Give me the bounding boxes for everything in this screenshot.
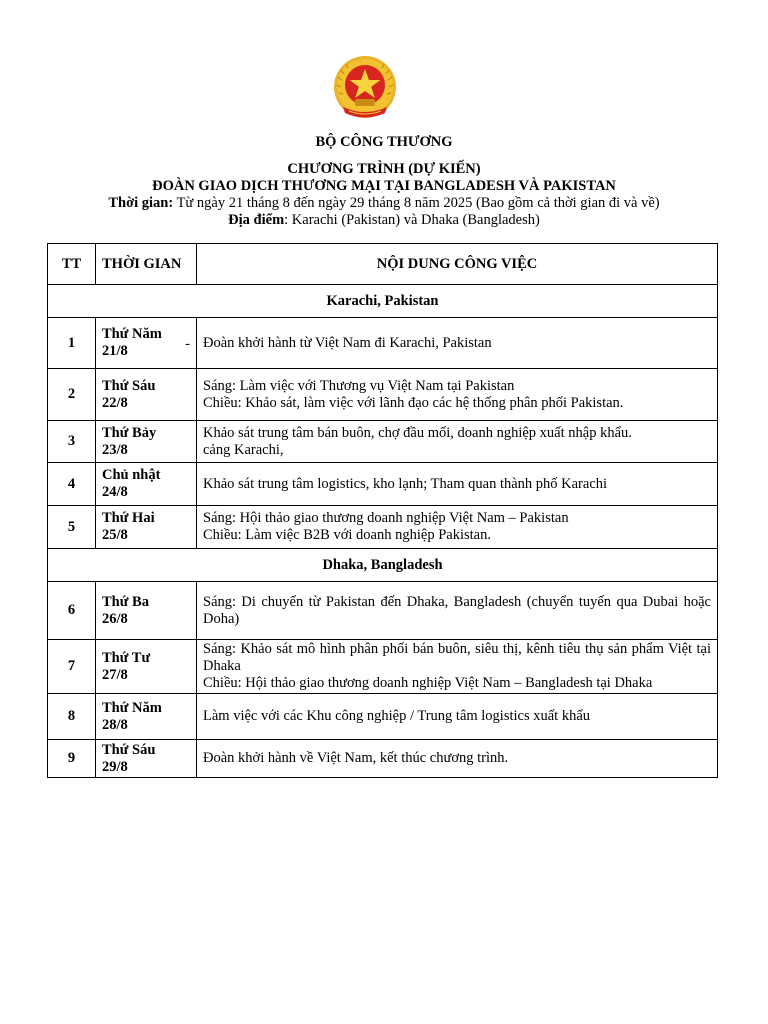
table-row — [48, 506, 718, 549]
row-date-cell — [96, 369, 197, 421]
table-row — [48, 369, 718, 421]
row-date-cell — [96, 640, 197, 694]
row-content — [197, 740, 718, 778]
row-content — [197, 463, 718, 506]
row-date: 24/8 — [102, 484, 128, 500]
row-content — [197, 369, 718, 421]
time-value: Từ ngày 21 tháng 8 đến ngày 29 tháng 8 năm 2025 (Bao gồm cả thời gian đi và về) — [173, 195, 660, 211]
content-line: Khảo sát trung tâm bán buôn, chợ đầu mối, doanh nghiệp xuất nhập khẩu. — [203, 424, 632, 441]
column-header-content: NỘI DUNG CÔNG VIỆC — [197, 244, 718, 285]
row-content — [197, 582, 718, 640]
section-title: Dhaka, Bangladesh — [48, 549, 718, 582]
row-date: 27/8 — [102, 666, 128, 683]
place-value: : Karachi (Pakistan) và Dhaka (Bangladesh) — [284, 212, 540, 228]
table-row — [48, 318, 718, 369]
row-number: 7 — [48, 640, 96, 694]
place-line — [0, 211, 768, 229]
row-number: 1 — [48, 318, 96, 369]
row-date-cell — [96, 740, 197, 778]
content-line: Sáng: Hội thảo giao thương doanh nghiệp Việt Nam – Pakistan — [203, 510, 569, 526]
content-line: cảng Karachi, — [203, 441, 284, 458]
row-date-cell — [96, 506, 197, 549]
row-weekday: Chủ nhật — [102, 467, 161, 483]
ministry-name: BỘ CÔNG THƯƠNG — [315, 134, 453, 150]
content-line: Sáng: Khảo sát mô hình phân phối bán buôn, siêu thị, kênh tiêu thụ sản phẩm Việt tại Dhaka — [203, 641, 711, 674]
row-date-cell — [96, 463, 197, 506]
row-number: 9 — [48, 740, 96, 778]
row-date-cell — [96, 318, 197, 369]
content-line: Khảo sát trung tâm logistics, kho lạnh; Tham quan thành phố Karachi — [203, 475, 608, 492]
row-date-cell — [96, 582, 197, 640]
row-date: 25/8 — [102, 527, 128, 543]
content-line: Đoàn khởi hành từ Việt Nam đi Karachi, Pakistan — [203, 334, 492, 351]
row-number: 8 — [48, 694, 96, 740]
content-line: Chiều: Khảo sát, làm việc với lãnh đạo các hệ thống phân phối Pakistan. — [203, 394, 624, 411]
row-weekday: Thứ Năm — [102, 326, 162, 342]
place-label: Địa điểm — [228, 212, 285, 228]
table-row — [48, 640, 718, 694]
table-row — [48, 421, 718, 463]
table-row — [48, 694, 718, 740]
time-line — [0, 194, 768, 212]
row-number: 3 — [48, 421, 96, 463]
row-weekday: Thứ Sáu — [102, 377, 156, 394]
row-dash: - — [185, 336, 190, 352]
row-number: 4 — [48, 463, 96, 506]
row-content — [197, 318, 718, 369]
row-content — [197, 694, 718, 740]
content-line: Sáng: Làm việc với Thương vụ Việt Nam tại Pakistan — [203, 377, 515, 394]
row-number: 2 — [48, 369, 96, 421]
section-row-karachi — [48, 285, 718, 318]
row-date: 28/8 — [102, 716, 128, 733]
row-date-cell — [96, 694, 197, 740]
row-date: 22/8 — [102, 394, 128, 411]
document-title: CHƯƠNG TRÌNH (DỰ KIẾN) — [287, 161, 481, 177]
table-header-row — [48, 244, 718, 285]
row-weekday: Thứ Năm — [102, 699, 162, 716]
document-subtitle: ĐOÀN GIAO DỊCH THƯƠNG MẠI TẠI BANGLADESH VÀ PAKISTAN — [152, 178, 616, 194]
row-date-cell — [96, 421, 197, 463]
row-content — [197, 506, 718, 549]
row-number: 6 — [48, 582, 96, 640]
row-weekday: Thứ Sáu — [102, 741, 156, 758]
column-header-time: THỜI GIAN — [96, 244, 197, 285]
row-content — [197, 640, 718, 694]
table-row — [48, 463, 718, 506]
row-weekday: Thứ Ba — [102, 593, 149, 610]
row-weekday: Thứ Hai — [102, 510, 155, 526]
row-content — [197, 421, 718, 463]
content-line: Làm việc với các Khu công nghiệp / Trung tâm logistics xuất khẩu — [203, 708, 591, 724]
row-date: 23/8 — [102, 441, 128, 458]
content-line: Sáng: Di chuyển từ Pakistan đến Dhaka, Bangladesh (chuyển tuyến qua Dubai hoặc Doha) — [203, 593, 711, 627]
row-date: 29/8 — [102, 758, 128, 775]
section-row-dhaka — [48, 549, 718, 582]
national-emblem — [331, 55, 399, 123]
table-row — [48, 740, 718, 778]
schedule-table — [47, 243, 718, 778]
time-label: Thời gian: — [108, 195, 174, 211]
row-date: 26/8 — [102, 610, 128, 627]
row-date: 21/8 — [102, 343, 128, 359]
content-line: Chiều: Làm việc B2B với doanh nghiệp Pakistan. — [203, 527, 491, 543]
section-title: Karachi, Pakistan — [48, 285, 718, 318]
content-line: Đoàn khởi hành về Việt Nam, kết thúc chương trình. — [203, 750, 509, 766]
content-line: Chiều: Hội thảo giao thương doanh nghiệp Việt Nam – Bangladesh tại Dhaka — [203, 675, 653, 691]
row-weekday: Thứ Bảy — [102, 424, 157, 441]
row-number: 5 — [48, 506, 96, 549]
table-row — [48, 582, 718, 640]
row-weekday: Thứ Tư — [102, 649, 151, 666]
column-header-tt: TT — [48, 244, 96, 285]
